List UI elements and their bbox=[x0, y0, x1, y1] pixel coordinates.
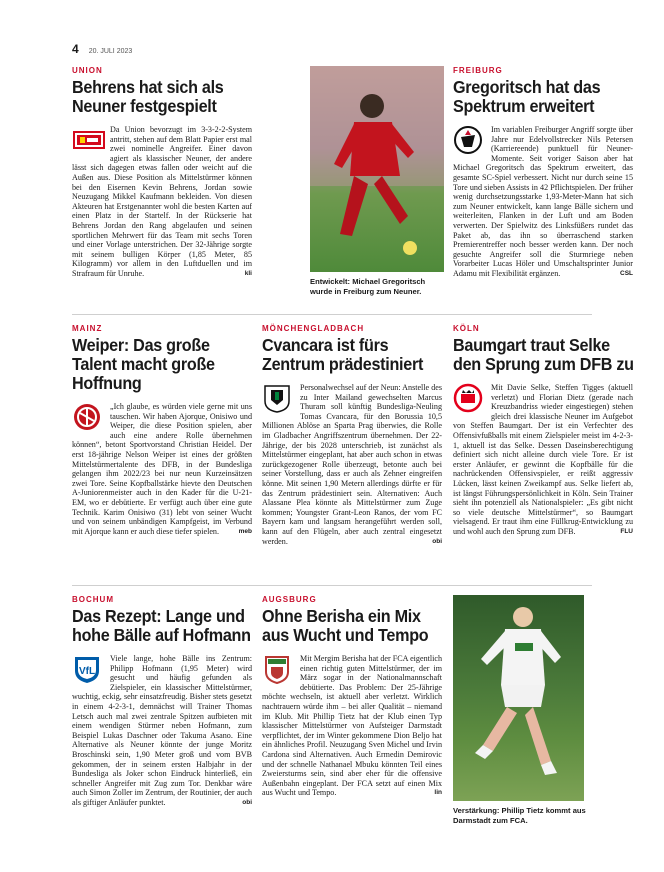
article-mainz bbox=[72, 324, 252, 536]
photo-gregoritsch bbox=[310, 66, 444, 272]
bochum-crest-icon bbox=[72, 654, 106, 684]
body-gladbach bbox=[262, 383, 442, 546]
freiburg-crest-icon bbox=[453, 125, 487, 155]
headline-augsburg: Ohne Berisha ein Mix aus Wucht und Tempo bbox=[262, 606, 429, 645]
author-mainz: meb bbox=[238, 527, 252, 535]
headline-koeln: Baumgart traut Selke den Sprung zum DFB zu bbox=[453, 335, 634, 374]
row-divider-2 bbox=[72, 585, 592, 586]
koeln-crest-icon bbox=[453, 383, 487, 413]
kicker-mainz: MAINZ bbox=[72, 324, 103, 333]
photo-tietz bbox=[453, 595, 584, 801]
body-koeln-text: Mit Davie Selke, Steffen Tigges (aktuell verletzt) und Florian Dietz (gerade nach Kreuzbandriss wieder eingestiegen) stehen gleich drei klassische Neuner im Aufgebot von Steffen Baumgart. Der ist ein Verfechter des Offensivfußballs mit einem Zielspieler meist im 4-2-3-1, aktuell ist das Selke. Dessen Daseinsberechtigung definiert sich nicht alleine durch viele Tore. Er ist erster Anläufer, er gewinnt die Kopfbälle für die nachrückenden Offensivspieler, er reißt aggressiv Lücken, lässt keinen Zweikampf aus. Selke liefert ab, ist längst Führungspersönlichkeit in Köln. Sein Trainer sieht ihn potenziell als Nationalspieler: „Es gibt nicht so viele deutsche Mittelstürmer“, so Baumgart vielsagend. Er traut ihm eine Füllkrug-Entwicklung zu und wohl auch den Sprung zum DFB. bbox=[453, 383, 633, 536]
body-mainz-text: „Ich glaube, es würden viele gerne mit uns tauschen. Wir haben Ajorque, Onisiwo und Weiper, die diese Position spielen, aber auch eine andere Rolle übernehmen können“, betont Sportvorstand Christian Heidel. Der erst 18-jährige Nelson Weiper ist eines der größten Mittelstürmertalente des DFB, in der Bundesliga gelangen ihm 2022/23 bei nur neun Kurzeinsätzen zwei Tore. Seine Kopfballstärke hievte den Deutschen A-Juniorenmeister auch in den Kader für die U-21-EM, wo er debütierte. Er verfügt auch über eine gute Technik. Karim Onisiwo (31) lebt von seiner Wucht und von seinem unbändigen Kampfgeist, im Verbund mit Ajorque kann er auch diese tiefer spielen. bbox=[72, 402, 252, 536]
kicker-augsburg: AUGSBURG bbox=[262, 595, 317, 604]
gladbach-crest-icon bbox=[262, 383, 296, 413]
author-koeln: FLU bbox=[620, 527, 633, 535]
kicker-koeln: KÖLN bbox=[453, 324, 480, 333]
player-tietz-illustration bbox=[453, 595, 584, 801]
author-freiburg: CSL bbox=[620, 269, 633, 277]
kicker-bochum: BOCHUM bbox=[72, 595, 114, 604]
article-augsburg bbox=[262, 595, 442, 798]
article-bochum bbox=[72, 595, 252, 808]
author-bochum: obi bbox=[242, 798, 252, 806]
headline-freiburg: Gregoritsch hat das Spektrum erweitert bbox=[453, 77, 601, 116]
page-date: 20. JULI 2023 bbox=[88, 48, 133, 55]
kicker-freiburg: FREIBURG bbox=[453, 66, 503, 75]
body-augsburg-text: Mit Mergim Berisha hat der FCA eigentlich einen richtig guten Mittelstürmer, der im März sogar in der Nationalmannschaft debütierte. Das Problem: Der 25-Jährige möchte wechseln, ist aktuell aber verletzt. Wirklich nachtrauern würde ihm – bei aller Qualität – niemand im Klub. Mit Phillip Tietz hat der Klub einen Typ klassischer Mittelstürmer von Aufsteiger Darmstadt verpflichtet, der im Winter gekommene Dion Beljo hat ein ähnliches Profil. Neuzugang Sven Michel und Irvin Cardona sind Alternativen. Auch Ermedin Demirovic und der schnelle Nathanael Mbuku könnten Teil eines Zweiersturms sein, sind aber eher für die offensive Außenbahn eingeplant. Der FCA setzt auf einen Mix aus Wucht und Tempo. bbox=[262, 654, 442, 798]
body-union bbox=[72, 125, 252, 279]
body-union-text: Da Union bevorzugt im 3-3-2-2-System antritt, stehen auf dem Blatt Papier erst mal zwei nominelle Angreifer. Einer davon agiert als klassischer Neuner, der andere lässt sich dagegen etwas fallen oder weicht auf die Außen aus. Diese Position als Mittelstürmer können bei den Eisernen Kevin Behrens, Jordan sowie Neuzugang Mikkel Kaufmann bekleiden. Von diesen Akteuren hat Erstgenannter wohl die besten Karten auf einen Platz in der Startelf. In der Rückserie hat Behrens Jordan den Rang abgelaufen und seinen sportlichen Mehrwert für das Team mit sechs Toren und einer Vorlage unterstrichen. Der 32-Jährige sorgte mit seinem bulligen Körper (1,85 Meter, 85 Kilogramm) vor allem in den Luftduellen und im Strafraum für Unruhe. bbox=[72, 125, 252, 278]
union-berlin-crest-icon bbox=[72, 125, 106, 155]
body-freiburg-text: Im variablen Freiburger Angriff sorgte über Jahre nur Edelvollstrecker Nils Petersen (Karriereende) punktuell für Neuner-Momente. Seit voriger Saison aber hat Michael Gregoritsch das Spektrum erweitert, das gesamte SC-Spiel verbessert. Nicht nur durch seine 15 Tore und sieben Assists in 42 Pflichtspielen. Der früher wenig durchsetzungsstarke 1,93-Meter-Mann hat sich zum Neuner entwickelt, kann lange Bälle sichern und weiterleiten, Flanken in der Luft und am Boden verwerten. Der Spielwitz des Linksfüßers rundet das Paket ab, das ihn so überraschend starken Premierentreffer noch besser werden kann. Der noch gesuchte Angreifer soll die Sturmriege neben Vorarbeiter Lucas Höler und Umschaltsprinter Junior Adamu mit Flexibilität ergänzen. bbox=[453, 125, 633, 278]
article-freiburg bbox=[453, 66, 633, 279]
headline-mainz: Weiper: Das große Talent macht große Hoffnung bbox=[72, 335, 215, 393]
author-gladbach: obi bbox=[432, 537, 442, 545]
author-union: kli bbox=[244, 269, 252, 277]
caption-gregoritsch: Entwickelt: Michael Gregoritsch wurde in Freiburg zum Neuner. bbox=[310, 277, 426, 296]
article-union bbox=[72, 66, 252, 279]
headline-bochum: Das Rezept: Lange und hohe Bälle auf Hofmann bbox=[72, 606, 251, 645]
player-gregoritsch-illustration bbox=[310, 66, 444, 272]
body-koeln bbox=[453, 383, 633, 537]
headline-gladbach: Cvancara ist fürs Zentrum prädestiniert bbox=[262, 335, 424, 374]
kicker-gladbach: MÖNCHENGLADBACH bbox=[262, 324, 365, 333]
body-freiburg bbox=[453, 125, 633, 279]
body-augsburg bbox=[262, 654, 442, 798]
body-mainz bbox=[72, 402, 252, 536]
body-gladbach-text: Personalwechsel auf der Neun: Anstelle des zu Inter Mailand gewechselten Marcus Thuram soll künftig Bundesliga-Neuling Tomas Cvancara, für den Borussia 10,5 Millionen Ablöse an Sparta Prag überwies, die Rolle im Gladbacher Angriffszentrum übernehmen. Der 22-Jährige, der bis 2028 unterschrieb, ist zunächst als Mittelstürmer eingeplant, hat aber auch schon in etwas zurückgezogener Rolle überzeugt, betonte auch bei seiner Vorstellung, dass er auch als Zehner eingreifen könne. Mit seinen 1,90 Metern allerdings dürfte er für das Zentrum prädestiniert sein. Alternativen: Auch Alassane Plea könnte als Mittelstürmer zum Zuge kommen; Youngster Grant-Leon Ranos, der vom FC Bayern kam und langsam herangeführt werden soll, kann auf den Flügeln, aber auch zentral eingesetzt werden. bbox=[262, 383, 442, 546]
caption-tietz: Verstärkung: Phillip Tietz kommt aus Darmstadt zum FCA. bbox=[453, 806, 586, 825]
body-bochum-text: Viele lange, hohe Bälle ins Zentrum: Philipp Hofmann (1,95 Meter) wird gesucht und häufig gefunden als Zielspieler, ein klassischer Mittelstürmer, wuchtig, eckig, sehr einsatzfreudig. Bisher stets gesetzt in einem 4-2-3-1, demnächst will Trainer Thomas Letsch auch mal zwei zentrale Spitzen aufbieten mit einem wendigen Stürmer neben Hofmann, zum Beispiel Lukas Daschner oder Takuma Asano. Eine Alternative als Neuner könnte der junge Moritz Broschinski sein, 1,90 Meter groß und vom BVB gekommen, der in seinem ersten Halbjahr in der Bundesliga als Joker schon Eindruck hinterließ, ein schneller Angreifer mit Zug zum Tor. Denkbar wäre auch Simon Zoller im Zentrum, der Routinier, der auch als giftiger Anläufer punktet. bbox=[72, 654, 252, 807]
page-number: 4 bbox=[72, 42, 79, 56]
article-gladbach bbox=[262, 324, 442, 546]
article-koeln bbox=[453, 324, 633, 537]
kicker-union: UNION bbox=[72, 66, 103, 75]
mainz-crest-icon bbox=[72, 402, 106, 432]
augsburg-crest-icon bbox=[262, 654, 296, 684]
svg-text:VfL: VfL bbox=[78, 666, 96, 677]
row-divider-1 bbox=[72, 314, 592, 315]
page-header bbox=[72, 40, 132, 56]
headline-union: Behrens hat sich als Neuner festgespielt bbox=[72, 77, 224, 116]
body-bochum bbox=[72, 654, 252, 808]
author-augsburg: lin bbox=[434, 789, 442, 797]
